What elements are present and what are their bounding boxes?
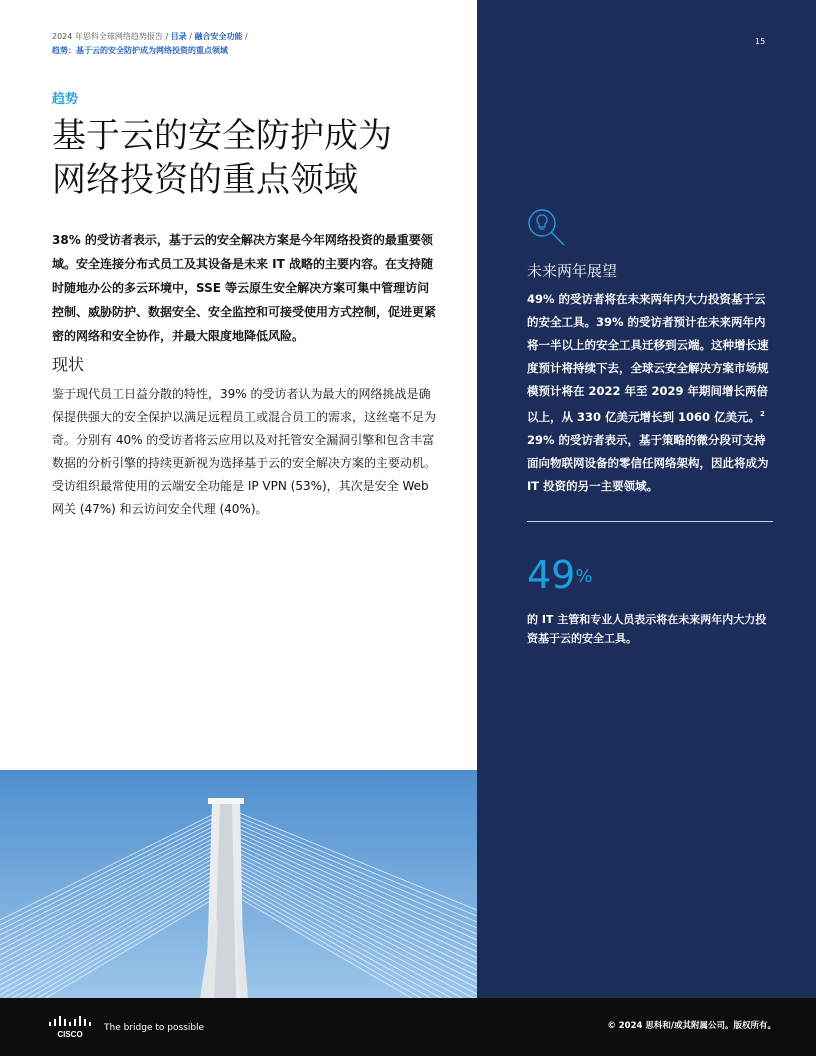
sidebar-body-part-1: 49% 的受访者将在未来两年内大力投资基于云的安全工具。39% 的受访者预计在未来两年内将一半以上的安全工具迁移到云端。这种增长速度预计将持续下去，全球云安全解决方案市场规模预计将在 2022 年至 2029 年期间增长两倍以上，从 330 亿美元增长到 1060 亿美元。 bbox=[527, 292, 769, 424]
status-heading: 现状 bbox=[52, 355, 85, 374]
title-line-1: 基于云的安全防护成为 bbox=[52, 116, 392, 156]
title-line-2: 网络投资的重点领域 bbox=[52, 160, 358, 200]
footer-copyright: © 2024 思科和/或其附属公司。版权所有。 bbox=[607, 1021, 776, 1031]
status-body: 鉴于现代员工日益分散的特性，39% 的受访者认为最大的网络挑战是确保提供强大的安全保护以满足远程员工或混合员工的需求，这丝毫不足为奇。分别有 40% 的受访者将云应用以及对托管安全漏洞引擎和包含丰富数据的分析引擎的持续更新视为选择基于云的安全解决方案的主要动机。受访组织最常使用的云端安全功能是 IP VPN (53%)，其次是安全 Web 网关 (47%) 和云访问安全代理 (40%)。 bbox=[52, 387, 437, 516]
breadcrumb-current: 趋势：基于云的安全防护成为网络投资的重点领域 bbox=[52, 46, 228, 55]
bridge-illustration bbox=[0, 770, 477, 998]
main-column bbox=[0, 0, 477, 770]
cisco-logo bbox=[48, 1013, 92, 1039]
footer bbox=[0, 998, 816, 1056]
logo-wordmark: CISCO bbox=[57, 1030, 83, 1039]
sidebar-divider bbox=[527, 521, 773, 522]
stat-description: 的 IT 主管和专业人员表示将在未来两年内大力投资基于云的安全工具。 bbox=[527, 613, 767, 645]
breadcrumb-separator: / bbox=[242, 32, 248, 41]
lead-paragraph: 38% 的受访者表示，基于云的安全解决方案是今年网络投资的最重要领域。安全连接分布式员工及其设备是未来 IT 战略的主要内容。在支持随时随地办公的多云环境中，SSE 等云原生安全解决方案可集中管理访问控制、威胁防护、数据安全、安全监控和可接受使用方式控制，促进更紧密的网络和安全协作，并最大限度地降低风险。 bbox=[52, 233, 437, 343]
lightbulb-icon bbox=[527, 208, 567, 248]
breadcrumb bbox=[52, 30, 248, 58]
breadcrumb-toc-link[interactable]: 目录 bbox=[170, 32, 187, 41]
sidebar-panel bbox=[477, 0, 816, 998]
bridge-photo bbox=[0, 770, 477, 998]
stat-value bbox=[527, 551, 592, 599]
breadcrumb-section-link[interactable]: 融合安全功能 bbox=[194, 32, 243, 41]
breadcrumb-report: 2024 年思科全球网络趋势报告 / bbox=[52, 32, 169, 41]
page-number: 15 bbox=[755, 37, 766, 46]
footer-tagline: The bridge to possible bbox=[104, 1023, 205, 1033]
stat-unit: % bbox=[575, 566, 593, 587]
section-kicker: 趋势 bbox=[52, 92, 79, 107]
footnote-ref[interactable]: 2 bbox=[760, 410, 765, 418]
page-title bbox=[52, 114, 462, 202]
stat-number: 49 bbox=[527, 553, 576, 597]
sidebar-heading: 未来两年展望 bbox=[527, 262, 618, 280]
breadcrumb-separator: / bbox=[186, 32, 195, 41]
sidebar-body bbox=[527, 288, 775, 498]
sidebar-body-part-2: 29% 的受访者表示，基于策略的微分段可支持面向物联网设备的零信任网络架构，因此将成为 IT 投资的另一主要领域。 bbox=[527, 432, 769, 493]
